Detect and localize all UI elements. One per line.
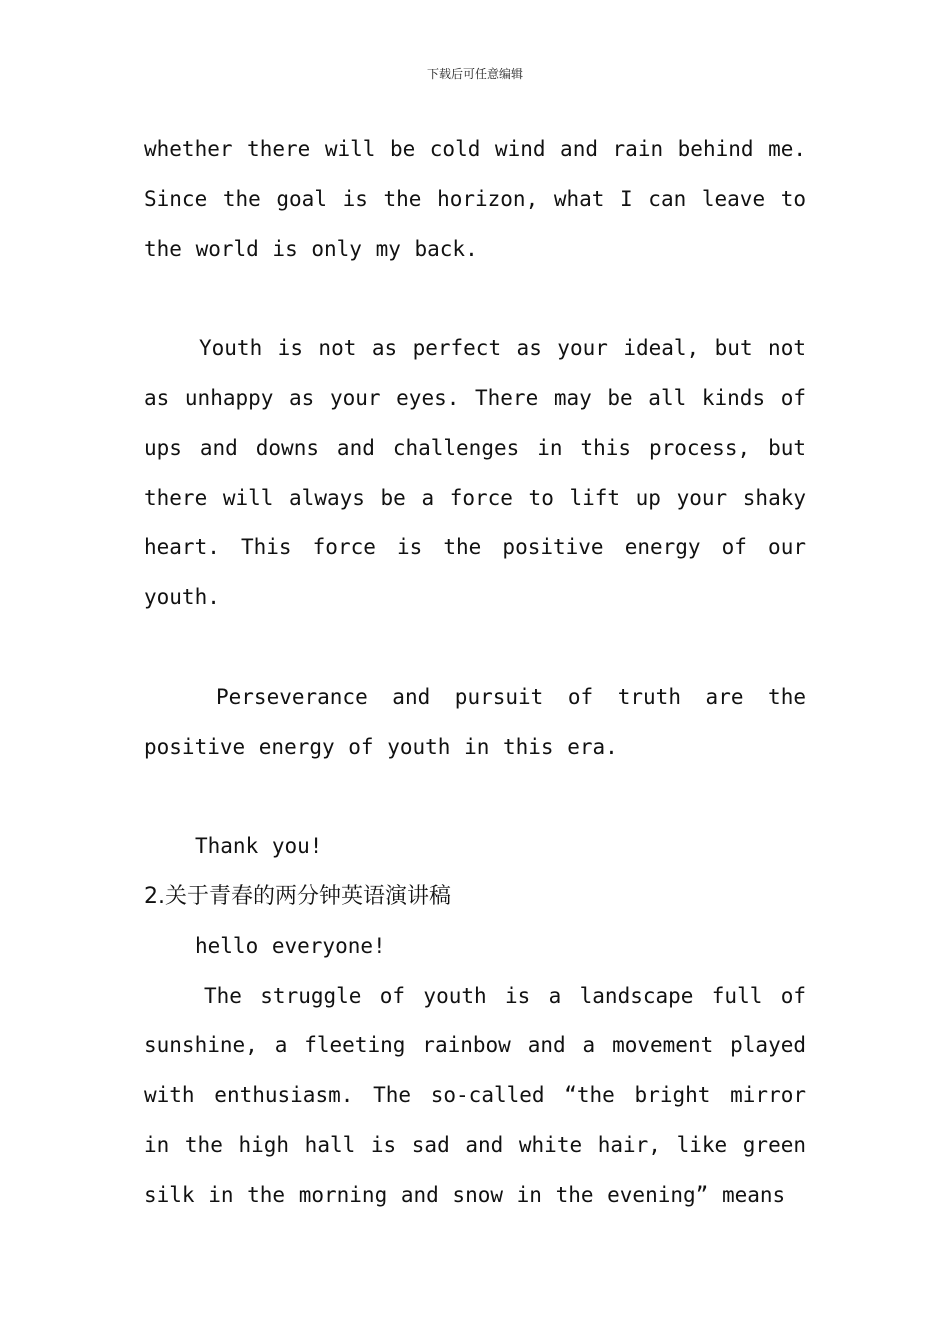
paragraph-cold-wind: whether there will be cold wind and rain behind me. Since the goal is the horizon, what I can leave to the world is only my back. bbox=[144, 137, 806, 261]
paragraph-youth-ideal: Youth is not as perfect as your ideal, but not as unhappy as your eyes. There may be all kinds of ups and downs and challenges in this process, but there will always be a force to lift up your shaky heart. This force is the positive energy of our youth. bbox=[144, 336, 806, 610]
paragraph-struggle-of-youth: The struggle of youth is a landscape full of sunshine, a fleeting rainbow and a movement played with enthusiasm. The so-called “the bright mirror in the high hall is sad and white hair, like green silk in the morning and snow in the evening” means bbox=[144, 983, 806, 1207]
paragraph-thank-you: Thank you! bbox=[195, 834, 323, 859]
paragraph-greeting: hello everyone! bbox=[195, 933, 386, 958]
paragraph-perseverance: Perseverance and pursuit of truth are the positive energy of youth in this era. bbox=[144, 684, 806, 759]
document-body bbox=[144, 125, 806, 1221]
page-header: 下载后可任意编辑 bbox=[426, 67, 523, 81]
section-heading: 2.关于青春的两分钟英语演讲稿 bbox=[144, 883, 451, 909]
